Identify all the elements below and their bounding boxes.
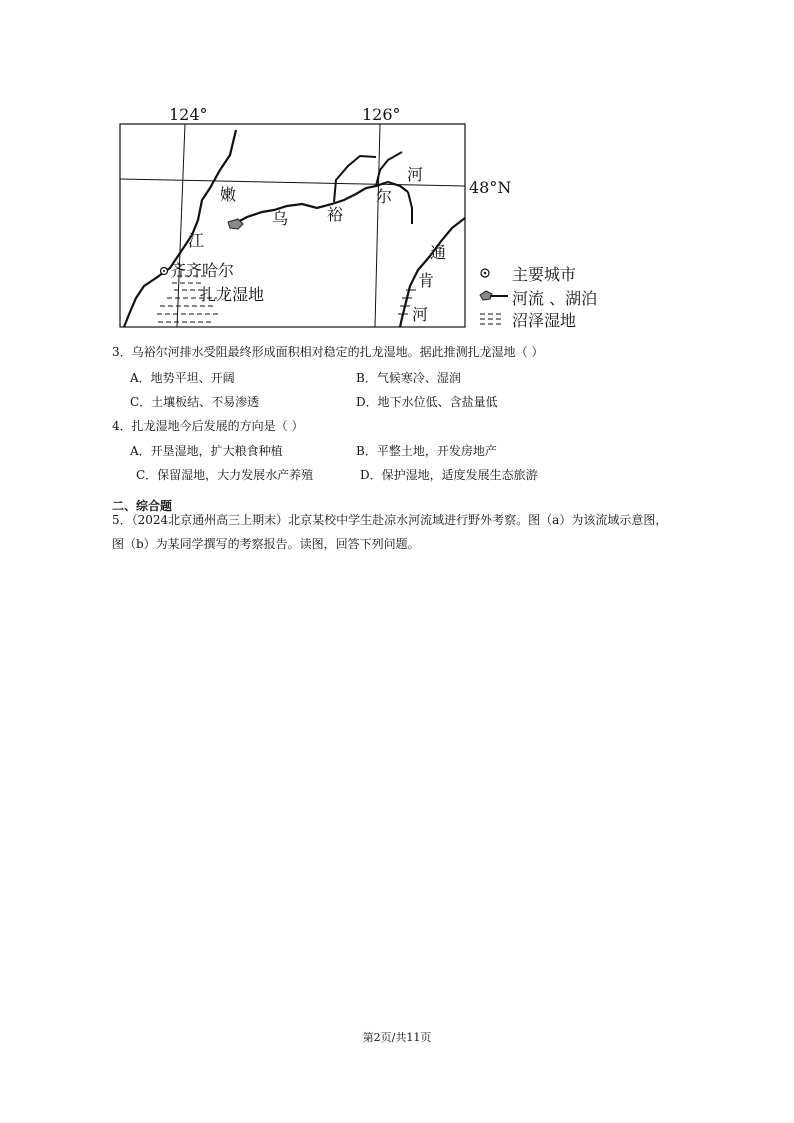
marsh-legend-icon (478, 309, 508, 329)
legend-river-lake-label: 河流 、湖泊 (512, 288, 598, 308)
question-3-stem: 3．乌裕尔河排水受阻最终形成面积相对稳定的扎龙湿地。据此推测扎龙湿地（ ） (112, 345, 544, 359)
label-tong: 通 (430, 243, 447, 262)
map-figure (112, 100, 622, 335)
question-3-option-a: A．地势平坦、开阔 (130, 371, 235, 385)
legend-river-lake (478, 286, 597, 308)
wetland-label: 扎龙湿地 (200, 285, 265, 304)
label-he-bottom: 河 (412, 305, 429, 324)
legend-city (478, 262, 576, 284)
question-4-stem: 4．扎龙湿地今后发展的方向是（ ） (112, 419, 304, 433)
right-tributary (408, 192, 412, 224)
map-frame (120, 124, 465, 327)
question-3-option-c: C．土壤板结、不易渗透 (130, 395, 260, 409)
question-3-option-d: D．地下水位低、含盐量低 (356, 395, 498, 409)
legend-marsh (478, 308, 576, 330)
label-he-top: 河 (407, 165, 424, 184)
label-nen: 嫩 (220, 185, 237, 204)
river-lake-legend-icon (478, 287, 508, 307)
question-3-option-b: B．气候寒冷、湿润 (356, 371, 461, 385)
lat-48-label: 48°N (469, 178, 512, 197)
lon-124-label: 124° (169, 105, 208, 124)
label-ken: 肯 (418, 271, 435, 290)
page-footer: 第2页/共11页 (362, 1031, 432, 1044)
question-5-line-2: 图（b）为某同学撰写的考察报告。读图，回答下列问题。 (112, 537, 420, 551)
label-er: 尔 (376, 187, 393, 206)
legend-marsh-label: 沼泽湿地 (512, 310, 577, 330)
label-jiang: 江 (188, 231, 205, 250)
section-heading-2: 二、综合题 (112, 499, 173, 513)
label-yu: 裕 (327, 205, 344, 224)
question-5-line-1: 5．（2024北京通州高三上期末）北京某校中学生赴凉水河流域进行野外考察。图（a）为该流域示意图， (112, 513, 668, 527)
city-legend-icon (478, 263, 508, 283)
question-4-option-a: A．开垦湿地，扩大粮食种植 (130, 444, 283, 458)
question-4-option-d: D．保护湿地，适度发展生态旅游 (360, 468, 538, 482)
question-5-text (112, 508, 682, 556)
meridian-124 (177, 124, 185, 327)
question-4-option-c: C．保留湿地，大力发展水产养殖 (136, 468, 314, 482)
meridian-126 (375, 124, 380, 327)
label-wu: 乌 (272, 209, 289, 228)
wuyuer-branch (376, 152, 402, 186)
question-4-option-b: B．平整土地，开发房地产 (356, 444, 497, 458)
city-label: 齐齐哈尔 (170, 261, 235, 280)
legend-city-label: 主要城市 (512, 264, 577, 284)
lon-126-label: 126° (362, 105, 401, 124)
